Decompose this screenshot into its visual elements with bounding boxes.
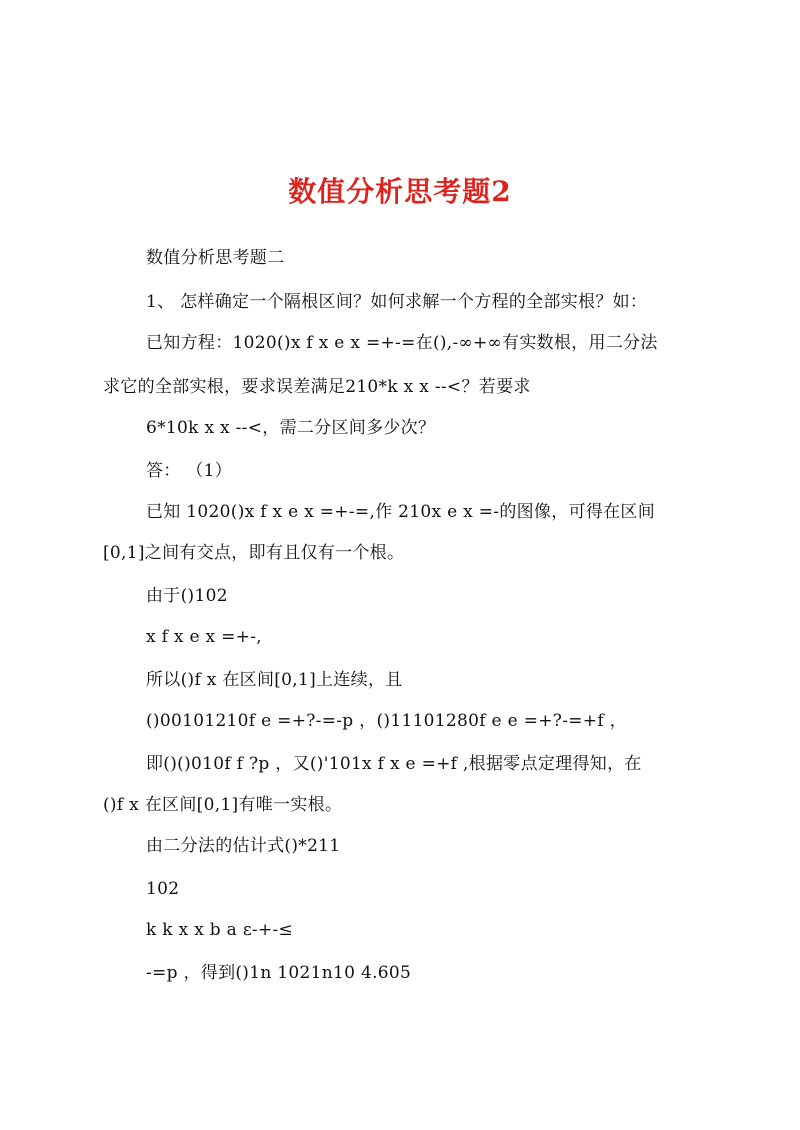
answer-text: 由二分法的估计式()*211: [146, 836, 341, 856]
answer-text: x f x e x =+-,: [146, 627, 262, 647]
section-heading: 数值分析思考题二: [146, 248, 285, 268]
answer-text: [0,1]之间有交点，即有且仅有一个根。: [103, 543, 405, 563]
answer-text: k k x x b a ε-+-≤: [146, 920, 294, 940]
answer-text: -=p ，得到()1n 1021n10 4.605: [146, 963, 412, 983]
answer-text: 102: [146, 879, 180, 899]
answer-text: 已知 1020()x f x e x =+-=,作 210x e x =-的图像，可得在区间: [146, 502, 656, 522]
answer-text: 由于()102: [146, 586, 228, 606]
question-text: 1、 怎样确定一个隔根区间？如何求解一个方程的全部实根？如：: [146, 292, 648, 312]
answer-label: 答： （1）: [146, 461, 233, 481]
answer-text: 所以()f x 在区间[0,1]上连续，且: [146, 670, 403, 690]
question-text: 6*10k x x --<，需二分区间多少次？: [146, 418, 436, 438]
answer-text: 即()()010f f ?p ，又()'101x f x e =+f ,根据零点定理得知，在: [146, 754, 642, 774]
question-text: 求它的全部实根，要求误差满足210*k x x --<？若要求: [103, 377, 531, 397]
document-title: 数值分析思考题2: [288, 175, 512, 208]
question-text: 已知方程：1020()x f x e x =+-=在(),-∞+∞有实数根，用二分法: [146, 333, 658, 353]
answer-text: ()f x 在区间[0,1]有唯一实根。: [103, 795, 343, 815]
answer-text: ()00101210f e =+?-=-p ，()11101280f e e =+?-=+f ，: [146, 711, 627, 731]
